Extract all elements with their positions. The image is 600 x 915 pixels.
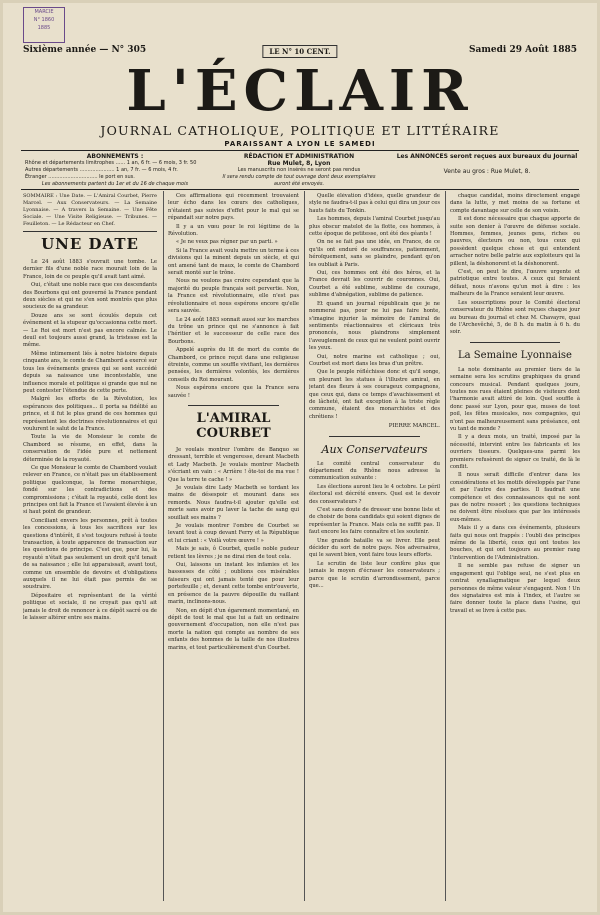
- paragraph: Le 24 août 1883 sonnait aussi sur les marches du trône un prince qui ne s'annonce à fait l'héritier et le successeur de celle race des Bourbons.: [168, 316, 299, 345]
- newspaper-title: L'ÉCLAIR: [126, 58, 474, 124]
- column-divider: [304, 191, 305, 901]
- paragraph: Les hommes, depuis l'amiral Courbet jusqu'au plus obscur matelot de la flotte, ces hommes, à cette époque de petitesse, ont été des géants !: [309, 216, 440, 238]
- paragraph: Je voulais montrer l'ombre de Banquo se dressant, terrible et vengeresse, devant Macbeth et Lady Macbeth. Je voulais montrer Macbeth s'écriant en vain : « Arrière ! ôte-toi de ma vue ! Que la terre te cache ! »: [168, 446, 299, 483]
- subscriptions-box: ABONNEMENTS : Rhône et départements limitrophes ...... 1 an, 6 fr. — 6 mois, 3 fr. 50 Autres départements ...................... 1 an, 7 fr. — 6 mois, 4 fr. Étranger ............................... le port en sus. Les abonnements partent du 1er et du 16 de chaque mois: [25, 153, 197, 187]
- editorial-office-box: RÉDACTION ET ADMINISTRATION Rue Mulet, 8, Lyon Les manuscrits non insérés ne seront pas rendus Il sera rendu compte de tout ouvrage dont deux exemplaires auront été envoyés.: [222, 153, 376, 187]
- newspaper-page: [3, 3, 597, 912]
- paragraph: Appelé auprès du lit de mort du comte de Chambord, ce prince reçut dans une religieuse étreinte, comme un souffle vivifiant, les dernières pensées, les dernières volontés, les dernières conseils du Roi mourant.: [168, 347, 299, 383]
- library-stamp: MARCIE N° 1860 1885: [23, 7, 65, 43]
- newspaper-subtitle: JOURNAL CATHOLIQUE, POLITIQUE ET LITTÉRAIRE: [100, 123, 500, 138]
- newspaper-tagline: PARAISSANT A LYON LE SAMEDI: [224, 140, 376, 148]
- article-title-amiral-courbet: L'AMIRAL COURBET: [196, 410, 271, 441]
- paragraph: Mais je sais, ô Courbet, quelle noble pudeur retient tes lèvres ; je ne dirai rien de tout cela.: [168, 546, 299, 560]
- paragraph: Je voulais montrer l'ombre de Courbet se levant tout à coup devant Ferry et la République et lui criant : « Voilà votre œuvre ! »: [168, 523, 299, 544]
- paragraph: Et quand un journal républicain que je ne nommerai pas, pour ne lui pas faire honte, s'imagine injurier la mémoire de l'amiral de sentiments réactionnaires et cléricaux très prononcés, nous plaindrons simplement l'aveuglement de ceux qui ne veulent point ouvrir les yeux.: [309, 300, 440, 352]
- advertisements-box: Les ANNONCES seront reçues aux bureaux du Journal Vente au gros : Rue Mulet, 8.: [396, 153, 578, 175]
- paragraph: C'est sans doute de dresser une bonne liste et de choisir de bons candidats qui soient dignes de représenter la France. Mais cela ne suffit pas. Il faut encore les faire connaître et les soutenir.: [309, 507, 440, 536]
- paragraph: Il est donc nécessaire que chaque apporte de suite son denier à l'œuvre de défense sociale. Hommes, femmes, jeunes gens, riches ou pauvres, électeurs ou non, tous ceux qui possèdent quelque chose et qui entendent arracher notre belle patrie aux exploiteurs qui la pillent, la déshonorent et la déshonorent.: [450, 216, 580, 267]
- summary: SOMMAIRE : Une Date. — L'Amiral Courbet, Pierre Marcel. — Aux Conservateurs. — La Semaine Lyonnaise. — A travers la Semaine. — Une Fête Sociale. — Une Visite Religieuse. — Tribunes. — Feuilleton. — Le Rédacteur en Chef.: [23, 193, 157, 232]
- header-bottom-rule: [21, 189, 579, 190]
- paragraph: Douze ans se sont écoulés depuis cet événement et la stupeur qu'occasionna cette mort. — Le Roi est mort n'est pas encore calmée. Le deuil est toujours aussi grand, la tristesse est la même.: [23, 312, 157, 349]
- paragraph: Malgré les efforts de la Révolution, les espérances des politiques... il porta sa fidélité au prince, et il fut le plus grand de ces hommes qui représentent les doctrines révolutionnaires et qui voulurent le salut de la France.: [23, 396, 157, 432]
- paragraph: Conciliant envers les personnes, prêt à toutes les concessions, à tous les sacrifices sur les questions d'intérêt, il s'est toujours refusé à toute transaction, à toute apparence de transaction sur les questions de principe. C'est que, pour lui, la royauté n'était pas seulement un droit qu'il tenait de sa naissance ; elle lui apparaissait, avant tout, comme un ensemble de devoirs et d'obligations auxquels il ne lui était pas permis de se soustraire.: [23, 517, 157, 591]
- paragraph: C'est, on peut le dire, l'œuvre urgente et patriotique entre toutes. A ceux qui feraient défaut, nous n'avons qu'un mot à dire : les malheurs de la France seraient leur œuvre.: [450, 269, 580, 298]
- issue-number: Sixième année — N° 305: [23, 45, 147, 55]
- paragraph: Que le peuple réfléchisse donc et qu'il songe, en pleurant les statues à l'illustre amiral, en jetant des fleurs à ses courageux compagnons, que ceux qui, dans ce temps d'avachissement et de lâcheté, ont fait exception à la triste règle commune, étaient des monarchistes et des chrétiens !: [309, 369, 440, 420]
- paragraph: Non, en dépit d'un égarement momentané, en dépit de tout le mal que lui a fait un ordinaire gouvernement d'occupation, non elle n'est pas morte la nation qui compte au nombre de ses enfants des hommes de la taille de nos illustres marins, et tout particulièrement d'un Courbet.: [168, 607, 299, 651]
- paragraph: Le comité central conservateur du département du Rhône nous adresse la communication suivante :: [309, 460, 440, 482]
- price-box: LE N° 10 CENT.: [262, 45, 337, 58]
- paragraph: Les souscriptions pour le Comité électoral conservateur du Rhône sont reçues chaque jour au bureau du journal et chez M. Chavayre, quai de l'Archevêché, 5, de 8 h. du matin à 6 h. du soir.: [450, 299, 580, 336]
- paragraph: Une grande bataille va se livrer. Elle peut décider du sort de notre pays. Nos adversaires, qui le savent bien, vont faire tous leurs efforts.: [309, 537, 440, 559]
- column-3: [309, 193, 440, 893]
- issue-date: Samedi 29 Août 1885: [469, 45, 577, 55]
- paragraph: Je voulais dire Lady Macbeth se tordant les mains de désespoir et mourant dans ses remords. Nous faudra-t-il ajouter qu'elle est morte sans avoir pu laver la tache de sang qui souillait ses mains ?: [168, 485, 299, 521]
- paragraph: chaque candidat, moins directement engagé dans la lutte, y met moins de sa fortune et compte davantage sur celle de son voisin.: [450, 193, 580, 214]
- paragraph: Si la France avait voulu mettre un terme à ces divisions qui la minent depuis un siècle, et qui ont amené tant de maux, le comte de Chambord serait monté sur le trône.: [168, 247, 299, 277]
- paragraph: Oui, notre marine est catholique ; oui, Courbet est mort dans les bras d'un prêtre.: [309, 353, 440, 367]
- paragraph: Oui, ces hommes ont été des héros, et la France devrait les couvrir de couronnes. Oui, Courbet a été sublime, sublime de courage, sublime d'abnégation, sublime de patience.: [309, 270, 440, 299]
- paragraph: Le 24 août 1883 s'ouvrait une tombe. Le dernier fils d'une noble race mourait loin de la France, loin de ce peuple qu'il avait tant aimé.: [23, 259, 157, 280]
- paragraph: Il ne semble pas refuse de signer un engagement qui l'oblige seul, ne s'est plus en contrat synallagmatique par lequel deux personnes de même valeur s'engagent. Non ! Un des signataires est mis à l'index, et l'autre se faire donner toute la place dans l'usine, qui travail et se livre à cette pas.: [450, 563, 580, 614]
- paragraph: Quelle élévation d'idées, quelle grandeur de style ne faudra-t-il pas à celui qui dira un jour ces hauts faits du Tonkin.: [309, 193, 440, 214]
- column-divider: [163, 191, 164, 901]
- article-title-une-date: UNE DATE: [41, 235, 139, 253]
- column-1: [23, 193, 157, 893]
- masthead-topline: [23, 45, 577, 59]
- column-4: [450, 193, 580, 893]
- paragraph: Les élections auront lieu le 4 octobre. Le péril électoral est décrété envers. Quel est le devoir des conservateurs ?: [309, 483, 440, 505]
- author-signature: PIERRE MARCEL.: [388, 423, 440, 430]
- paragraph: Oui, laissons un instant les infamies et les bassesses de côté ; oublions ces misérables faiseurs qui ont jamais tenté que pour leur portefeuille ; et, devant cette tombe entr'ouverte, en présence de la pauvre dépouille du vaillant marin, inclinons-nous.: [168, 562, 299, 606]
- paragraph: Il y a deux mois, un traité, imposé par la nécessité, intervint entre les fabricants et les ouvriers tisseurs. Quelques-uns parmi les premiers refusèrent de signer ce traité, de là le conflit.: [450, 434, 580, 470]
- paragraph: Même intimement liés à notre histoire depuis cinquante ans, le comte de Chambord a exercé sur tous les événements graves qui se sont succédé depuis sa naissance une incontestable, une influence morale et politique si grande que nul ne peut contester l'étendue de cette perte.: [23, 350, 157, 394]
- paragraph: Il nous serait difficile d'entrer dans les considérations et les motifs développés par l'une et par l'autre des parties. Il faudrait une compétence et des connaissances qui ne sont pas de notre ressort ; les questions techniques ne doivent être résolues que par les intéressés eux-mêmes.: [450, 472, 580, 523]
- paragraph: Il y a un vœu pour le roi légitime de la Révolution.: [168, 223, 299, 238]
- article-title-semaine-lyonnaise: La Semaine Lyonnaise: [458, 349, 572, 361]
- paragraph: « Je ne veux pas régner par un parti. »: [176, 239, 278, 246]
- column-divider: [445, 191, 446, 901]
- article-title-aux-conservateurs: Aux Conservateurs: [321, 442, 428, 456]
- paragraph: Oui, c'était une noble race que ces descendants des Bourbons qui ont gouverné la France pendant deux siècles et qui ne s'en sont montrés que plus soucieux de sa grandeur.: [23, 282, 157, 311]
- paragraph: Dépositaire et représentant de la vérité politique et sociale, il ne croyait pas qu'il ait jamais le droit de renoncer à ce dépôt sacré ou de le laisser altérer entre ses mains.: [23, 592, 157, 622]
- paragraph: Mais il y a dans ces événements, plusieurs faits qui nous ont frappés : l'oubli des principes même de la liberté, ceux qui ont toutes les bouches, et qui ont toujours au premier rang l'intervention de l'Administration.: [450, 525, 580, 561]
- paragraph: Nous ne voulons pas croire cependant que la majorité du peuple français soit pervertie. Non, la France est révolutionnaire, elle n'est pas révolutionnaire et nous espérons encore qu'elle sera sauvée.: [168, 278, 299, 315]
- paragraph: La note dominante au premier tiers de la semaine sera les scrutins graphiques du grand concours musical. Pendant quelques jours, toutes nos rues étaient pleines de visiteurs dont l'harmonie avait attiré de loin. Quel souffle à donc passé sur Lyon, pour que, muses de tout poil, les fêtes musicales, nos compagnies, qui n'ont pas malheureusement sans préséance, ont vu tant de monde ?: [450, 366, 580, 432]
- paragraph: Ces affirmations qui récemment trouvaient leur écho dans les cœurs des catholiques, n'étaient pas suivies d'effet pour le mal qui se répandait sur notre pays.: [168, 193, 299, 222]
- paragraph: Nous espérons encore que la France sera sauvée !: [168, 385, 299, 399]
- section-separator: [188, 405, 279, 406]
- paragraph: Ce que Monsieur le comte de Chambord voulait relever en France, ce n'était pas un établissement politique quelconque, la forme monarchique, fondé sur les contradictions et des compromissions ; c'était la royauté, celle dont les principes ont fait la France et l'avaient élevée à un si haut point de grandeur.: [23, 464, 157, 516]
- section-separator: [329, 436, 420, 437]
- paragraph: On ne se fait pas une idée, en France, de ce qu'ils ont enduré de souffrances, patiemment, héroïquement, sans se plaindre, pendant qu'on les oubliait à Paris.: [309, 239, 440, 268]
- masthead-rule: [21, 150, 579, 151]
- paragraph: Toute la vie de Monsieur le comte de Chambord se résume, en effet, dans la conservation de l'idée pure et nettement déterminée de la royauté.: [23, 434, 157, 463]
- section-separator: [470, 342, 560, 343]
- paragraph: Le scrutin de liste leur confère plus que jamais le moyen d'écraser les conservateurs ; parce que le scrutin d'arrondissement, parce que...: [309, 560, 440, 590]
- column-2: [168, 193, 299, 893]
